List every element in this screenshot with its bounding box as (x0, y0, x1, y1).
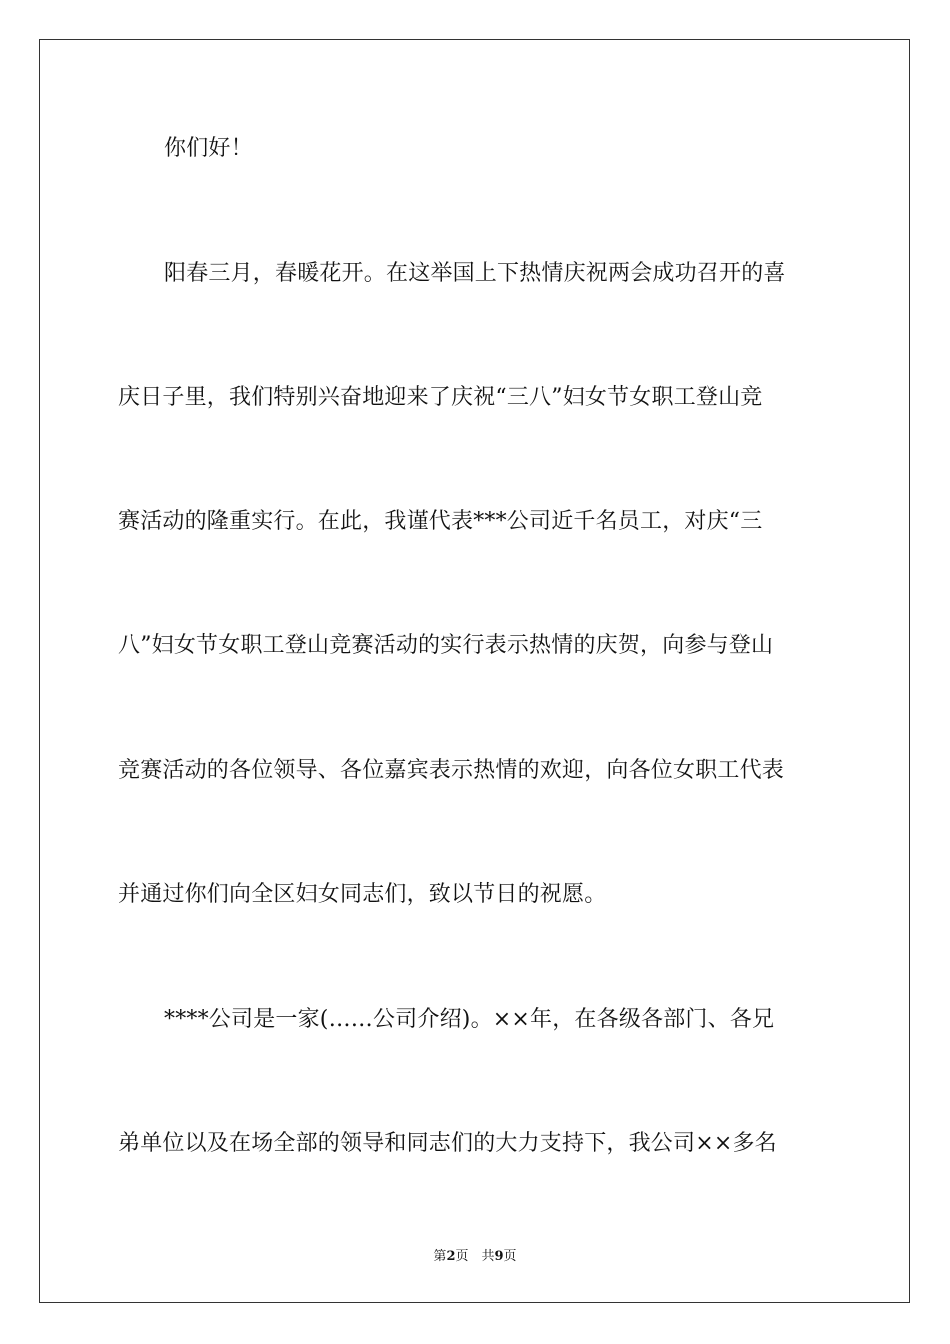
greeting-line: 你们好！ (164, 136, 253, 161)
paragraph-1-line-2: 庆日子里，我们特别兴奋地迎来了庆祝“三八”妇女节女职工登山竞 (118, 385, 763, 410)
paragraph-2-line-1: ****公司是一家(……公司介绍)。××年，在各级各部门、各兄 (164, 1007, 775, 1032)
paragraph-1-line-6: 并通过你们向全区妇女同志们，致以节日的祝愿。 (118, 882, 607, 907)
footer-page-suffix: 页 (503, 1249, 517, 1264)
paragraph-1-line-1: 阳春三月，春暖花开。在这举国上下热情庆祝两会成功召开的喜 (164, 261, 786, 286)
footer-page-current: 2 (446, 1249, 456, 1264)
page-footer (0, 1248, 950, 1266)
paragraph-1-line-5: 竞赛活动的各位领导、各位嘉宾表示热情的欢迎，向各位女职工代表 (118, 758, 785, 783)
footer-page-mid: 页 共 (455, 1249, 495, 1264)
footer-page-total: 9 (494, 1249, 504, 1264)
footer-page-prefix: 第 (433, 1249, 447, 1264)
paragraph-1-line-4: 八”妇女节女职工登山竞赛活动的实行表示热情的庆贺，向参与登山 (118, 633, 774, 658)
paragraph-1-line-3: 赛活动的隆重实行。在此，我谨代表***公司近千名员工，对庆“三 (118, 509, 763, 534)
page-frame (39, 39, 910, 1303)
paragraph-2-line-2: 弟单位以及在场全部的领导和同志们的大力支持下，我公司××多名 (118, 1131, 777, 1156)
